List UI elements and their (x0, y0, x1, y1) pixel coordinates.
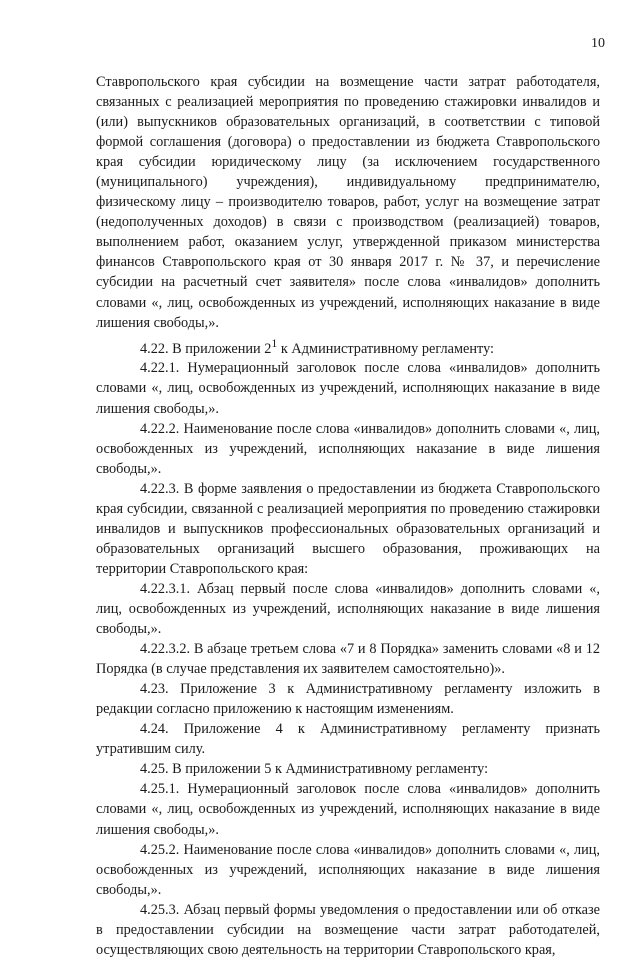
paragraph-4-22-text: 4.22. В приложении 2 (140, 340, 272, 357)
paragraph-4-25-1: 4.25.1. Нумерационный заголовок после слова «инвалидов» дополнить словами «, лиц, освобожденных из учреждений, исполняющих наказание в виде лишения свободы,». (96, 781, 600, 838)
paragraph-continuation: Ставропольского края субсидии на возмещение части затрат работодателя, связанных с реализацией мероприятия по проведению стажировки инвалидов и (или) выпускников образовательных организаций, в соответствии с типовой формой соглашения (договора) о предоставлении из бюджета Ставропольского края субсидии юридическому лицу (за исключением государственного (муниципального) учреждения), индивидуальному предпринимателю, физическому лицу – производителю товаров, работ, услуг на возмещение затрат (недополученных доходов) в связи с производством (реализацией) товаров, выполнением работ, оказанием услуг, утвержденной приказом министерства финансов Ставропольского края от 30 января 2017 г. № 37, и перечисление субсидии на расчетный счет заявителя» после слова «инвалидов» дополнить словами «, лиц, освобожденных из учреждений, исполняющих наказание в виде лишения свободы,». (96, 74, 600, 331)
paragraph-4-22-3-2: 4.22.3.2. В абзаце третьем слова «7 и 8 Порядка» заменить словами «8 и 12 Порядка (в случае представления их заявителем самостоятельно)». (96, 641, 600, 678)
paragraph-4-25: 4.25. В приложении 5 к Административному регламенту: (140, 761, 489, 778)
document-body (96, 72, 600, 960)
page-number: 10 (591, 36, 605, 51)
paragraph-4-22-3: 4.22.3. В форме заявления о предоставлении из бюджета Ставропольского края субсидии, связанной с реализацией мероприятия по проведению стажировки инвалидов и выпускников профессиональных образовательных организаций и образовательных организаций высшего образования, проживающих на территории Ставропольского края: (96, 480, 600, 577)
paragraph-4-22-3-1: 4.22.3.1. Абзац первый после слова «инвалидов» дополнить словами «, лиц, освобожденных из учреждений, исполняющих наказание в виде лишения свободы,». (96, 580, 600, 638)
paragraph-4-22-text-end: к Административному регламенту: (277, 340, 495, 357)
superscript-index: 1 (271, 335, 278, 350)
paragraph-4-25-3: 4.25.3. Абзац первый формы уведомления о предоставлении или об отказе в предоставлении субсидии на возмещение части затрат работодателей, осуществляющих свою деятельность на территории Ставропольского края, (96, 901, 600, 958)
paragraph-4-23: 4.23. Приложение 3 к Административному регламенту изложить в редакции согласно приложению к настоящим изменениям. (96, 681, 600, 718)
paragraph-4-24: 4.24. Приложение 4 к Административному регламенту признать утратившим силу. (96, 721, 600, 758)
paragraph-4-25-2: 4.25.2. Наименование после слова «инвалидов» дополнить словами «, лиц, освобожденных из учреждений, исполняющих наказание в виде лишения свободы,». (96, 841, 600, 898)
paragraph-4-22 (96, 333, 600, 359)
paragraph-4-22-2: 4.22.2. Наименование после слова «инвалидов» дополнить словами «, лиц, освобожденных из учреждений, исполняющих наказание в виде лишения свободы,». (96, 420, 600, 477)
paragraph-4-22-1: 4.22.1. Нумерационный заголовок после слова «инвалидов» дополнить словами «, лиц, освобожденных из учреждений, исполняющих наказание в виде лишения свободы,». (96, 360, 600, 417)
